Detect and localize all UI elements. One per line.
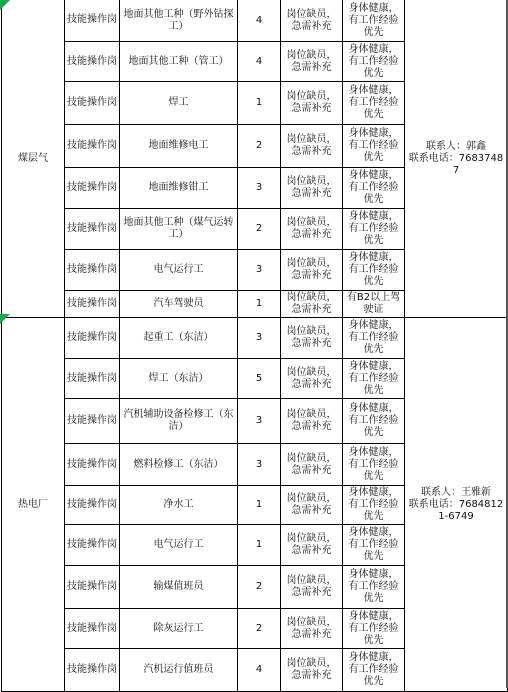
position-cell: 地面维修钳工 (120, 168, 238, 209)
category-cell: 技能操作岗 (65, 486, 120, 525)
count-cell: 3 (238, 318, 281, 359)
reason-cell: 岗位缺员，急需补充 (281, 444, 343, 486)
contact-name: 联系人：王雅新 (421, 486, 491, 498)
reason-cell: 岗位缺员，急需补充 (281, 609, 343, 649)
category-cell: 技能操作岗 (65, 649, 120, 692)
reason-cell: 岗位缺员，急需补充 (281, 399, 343, 444)
reason-cell: 岗位缺员，急需补充 (281, 0, 343, 42)
count-cell: 4 (238, 0, 281, 42)
position-cell: 净水工 (120, 486, 238, 525)
category-cell: 技能操作岗 (65, 359, 120, 399)
reason-cell: 岗位缺员，急需补充 (281, 125, 343, 168)
count-cell: 5 (238, 359, 281, 399)
count-cell: 2 (238, 125, 281, 168)
position-cell: 焊工 (120, 82, 238, 125)
table-row (2, 318, 508, 359)
requirement-cell: 身体健康，有工作经验优先 (343, 0, 405, 42)
reason-cell: 岗位缺员，急需补充 (281, 250, 343, 291)
contact-cell (405, 318, 508, 692)
job-table-body (2, 0, 508, 692)
requirement-cell: 身体健康，有工作经验优先 (343, 318, 405, 359)
count-cell: 1 (238, 525, 281, 566)
count-cell: 4 (238, 649, 281, 692)
table-row (2, 0, 508, 42)
count-cell: 1 (238, 486, 281, 525)
position-cell: 焊工（东洁） (120, 359, 238, 399)
reason-cell: 岗位缺员，急需补充 (281, 82, 343, 125)
contact-phone: 联系电话：76837487 (408, 152, 504, 176)
position-cell: 输煤值班员 (120, 566, 238, 609)
position-cell: 地面其他工种（管工） (120, 42, 238, 82)
position-cell: 地面维修电工 (120, 125, 238, 168)
reason-cell: 岗位缺员，急需补充 (281, 525, 343, 566)
category-cell: 技能操作岗 (65, 0, 120, 42)
requirement-cell: 身体健康，有工作经验优先 (343, 168, 405, 209)
position-cell: 地面其他工种（野外钻探工） (120, 0, 238, 42)
requirement-cell: 身体健康，有工作经验优先 (343, 444, 405, 486)
category-cell: 技能操作岗 (65, 168, 120, 209)
reason-cell: 岗位缺员，急需补充 (281, 359, 343, 399)
category-cell: 技能操作岗 (65, 609, 120, 649)
category-cell: 技能操作岗 (65, 82, 120, 125)
position-cell: 燃料检修工（东洁） (120, 444, 238, 486)
reason-cell: 岗位缺员，急需补充 (281, 566, 343, 609)
requirement-cell: 身体健康，有工作经验优先 (343, 250, 405, 291)
reason-cell: 岗位缺员，急需补充 (281, 168, 343, 209)
requirement-cell: 身体健康，有工作经验优先 (343, 566, 405, 609)
requirement-cell: 身体健康，有工作经验优先 (343, 649, 405, 692)
category-cell: 技能操作岗 (65, 399, 120, 444)
reason-cell: 岗位缺员，急需补充 (281, 486, 343, 525)
requirement-cell: 有B2以上驾驶证 (343, 291, 405, 318)
count-cell: 2 (238, 209, 281, 250)
reason-cell: 岗位缺员，急需补充 (281, 209, 343, 250)
reason-cell: 岗位缺员，急需补充 (281, 318, 343, 359)
requirement-cell: 身体健康，有工作经验优先 (343, 209, 405, 250)
count-cell: 3 (238, 168, 281, 209)
count-cell: 2 (238, 609, 281, 649)
count-cell: 3 (238, 444, 281, 486)
category-cell: 技能操作岗 (65, 444, 120, 486)
category-cell: 技能操作岗 (65, 125, 120, 168)
category-cell: 技能操作岗 (65, 209, 120, 250)
requirement-cell: 身体健康，有工作经验优先 (343, 82, 405, 125)
position-cell: 汽机辅助设备检修工（东洁） (120, 399, 238, 444)
category-cell: 技能操作岗 (65, 42, 120, 82)
unit-cell: 热电厂 (2, 318, 65, 692)
count-cell: 4 (238, 42, 281, 82)
requirement-cell: 身体健康，有工作经验优先 (343, 399, 405, 444)
category-cell: 技能操作岗 (65, 250, 120, 291)
position-cell: 汽机运行值班员 (120, 649, 238, 692)
contact-phone: 联系电话：76848121-6749 (408, 498, 504, 522)
category-cell: 技能操作岗 (65, 318, 120, 359)
category-cell: 技能操作岗 (65, 566, 120, 609)
position-cell: 汽车驾驶员 (120, 291, 238, 318)
requirement-cell: 身体健康，有工作经验优先 (343, 359, 405, 399)
position-cell: 除灰运行工 (120, 609, 238, 649)
reason-cell: 岗位缺员，急需补充 (281, 649, 343, 692)
reason-cell: 岗位缺员，急需补充 (281, 42, 343, 82)
position-cell: 地面其他工种（煤气运转工） (120, 209, 238, 250)
position-cell: 起重工（东洁） (120, 318, 238, 359)
position-cell: 电气运行工 (120, 250, 238, 291)
unit-cell: 煤层气 (2, 0, 65, 318)
count-cell: 1 (238, 291, 281, 318)
requirement-cell: 身体健康，有工作经验优先 (343, 125, 405, 168)
category-cell: 技能操作岗 (65, 525, 120, 566)
count-cell: 2 (238, 566, 281, 609)
count-cell: 3 (238, 399, 281, 444)
contact-cell (405, 0, 508, 318)
requirement-cell: 身体健康，有工作经验优先 (343, 42, 405, 82)
category-cell: 技能操作岗 (65, 291, 120, 318)
requirement-cell: 身体健康，有工作经验优先 (343, 525, 405, 566)
requirement-cell: 身体健康，有工作经验优先 (343, 609, 405, 649)
contact-name: 联系人：郭鑫 (426, 140, 486, 152)
position-cell: 电气运行工 (120, 525, 238, 566)
count-cell: 3 (238, 250, 281, 291)
count-cell: 1 (238, 82, 281, 125)
job-table (1, 0, 508, 692)
requirement-cell: 身体健康，有工作经验优先 (343, 486, 405, 525)
reason-cell: 岗位缺员，急需补充 (281, 291, 343, 318)
